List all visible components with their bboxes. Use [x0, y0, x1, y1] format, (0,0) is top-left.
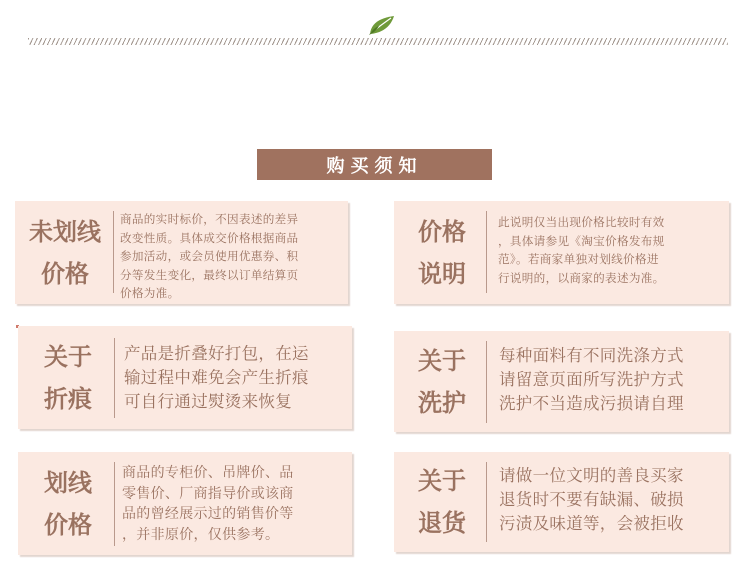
card-body [122, 463, 350, 545]
card-heading [400, 452, 484, 552]
card-heading-line: 未划线 [29, 216, 101, 246]
card-heading-line: 价格 [418, 216, 466, 246]
card-body-line: 改变性质。具体成交价格根据商品 [120, 230, 299, 245]
card-body-line: 范》。若商家单独对划线价格进 [498, 252, 659, 266]
card-heading [24, 452, 112, 555]
card-heading-line: 洗护 [418, 387, 466, 417]
notice-card-lined-price [18, 452, 352, 555]
card-heading-line: 划线 [44, 467, 92, 497]
card-separator [114, 338, 115, 418]
card-separator [113, 211, 114, 293]
card-body-line: 此说明仅当出现价格比较时有效 [498, 215, 665, 229]
card-body-line: 品的曾经展示过的销售价等 [122, 506, 294, 522]
card-heading-line: 说明 [418, 258, 466, 288]
card-body-line: ，并非原价，仅供参考。 [122, 526, 280, 543]
card-heading-line: 折痕 [44, 383, 92, 413]
notice-card-unlined-price [15, 201, 348, 304]
card-heading-line: 价格 [44, 509, 92, 539]
section-title: 购买须知 [257, 149, 492, 180]
hatched-divider [28, 38, 728, 45]
card-heading-line: 关于 [44, 341, 92, 371]
card-separator [114, 462, 115, 546]
card-heading [400, 331, 484, 432]
card-body-line: 可自行通过熨烫来恢复 [124, 392, 292, 411]
card-body-line: 参加活动，或会员使用优惠券、积 [120, 249, 299, 263]
card-body-line: 产品是折叠好打包，在运 [124, 344, 309, 363]
card-heading-line: 关于 [418, 466, 466, 495]
leaf-icon [367, 14, 397, 36]
card-heading-line: 价格 [41, 258, 89, 288]
card-body [498, 213, 726, 287]
card-heading-line: 退货 [418, 508, 466, 537]
card-body-line: 每种面料有不同洗涤方式 [499, 346, 684, 365]
card-body-line: 行说明的，以商家的表述为准。 [498, 270, 665, 285]
card-heading [24, 326, 112, 429]
card-body-line: 污渍及味道等，会被拒收 [499, 514, 684, 533]
card-body-line: ，具体请参见《淘宝价格发布规 [498, 233, 665, 248]
card-body-line: 输过程中难免会产生折痕 [124, 368, 309, 387]
card-body-line: 商品的实时标价，不因表述的差异 [120, 212, 299, 226]
card-body [499, 464, 727, 536]
card-body [120, 210, 346, 303]
card-body-line: 请留意页面所写洗护方式 [499, 370, 684, 389]
card-body-line: 分等发生变化，最终以订单结算页 [120, 267, 299, 282]
card-body-line: 请做一位文明的善良买家 [499, 466, 684, 485]
card-body-line: 退货时不要有缺漏、破损 [499, 490, 684, 509]
card-body-line: 商品的专柜价、吊牌价、品 [122, 465, 294, 481]
notice-card-about-washing [394, 331, 729, 432]
card-separator [486, 211, 487, 293]
notice-card-about-returns [394, 452, 729, 552]
card-body [499, 344, 727, 416]
card-separator [486, 462, 487, 542]
card-heading [400, 201, 484, 304]
card-heading [19, 201, 111, 304]
card-body-line: 洗护不当造成污损请自理 [499, 394, 684, 413]
card-body [124, 342, 350, 414]
card-body-line: 零售价、厂商指导价或该商 [122, 485, 294, 502]
notice-card-price-explanation [394, 201, 729, 304]
card-heading-line: 关于 [418, 345, 466, 375]
card-separator [486, 341, 487, 423]
card-body-line: 价格为准。 [120, 286, 180, 300]
notice-card-about-creases [18, 326, 352, 429]
